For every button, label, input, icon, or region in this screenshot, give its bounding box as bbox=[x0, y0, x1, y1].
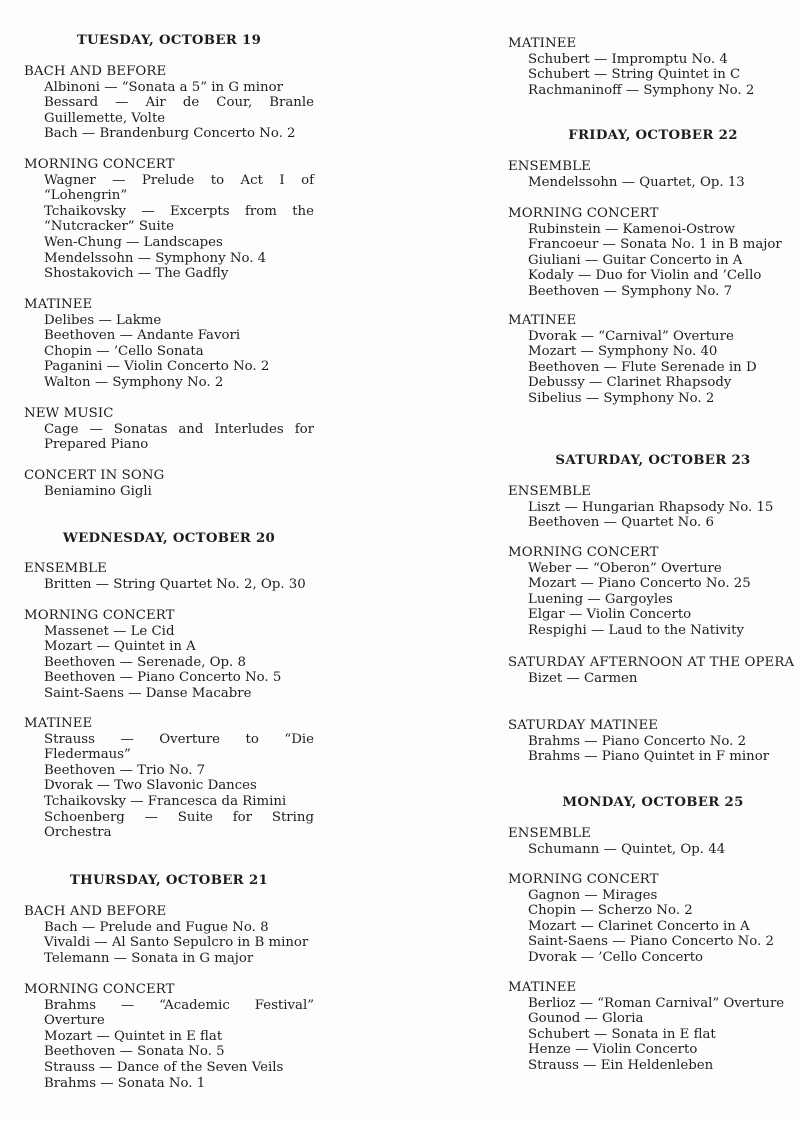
program-item: Respighi — Laud to the Nativity bbox=[528, 622, 744, 638]
program-group bbox=[24, 982, 314, 1091]
program-item: Weber — “Oberon” Overture bbox=[528, 560, 722, 576]
program-title: MORNING CONCERT bbox=[24, 608, 175, 623]
program-item: Paganini — Violin Concerto No. 2 bbox=[44, 359, 270, 375]
program-group bbox=[508, 36, 798, 98]
program-item: Bizet — Carmen bbox=[528, 670, 638, 686]
program-item: Chopin — Scherzo No. 2 bbox=[528, 903, 693, 919]
program-item: Saint-Saens — Piano Concerto No. 2 bbox=[528, 934, 774, 950]
program-item: Mozart — Symphony No. 40 bbox=[528, 344, 718, 360]
program-group bbox=[24, 608, 314, 702]
program-item: Henze — Violin Concerto bbox=[528, 1042, 698, 1058]
program-item: Schumann — Quintet, Op. 44 bbox=[528, 841, 726, 857]
program-title: MATINEE bbox=[508, 313, 577, 328]
program-item: Vivaldi — Al Santo Sepulcro in B minor bbox=[44, 935, 309, 951]
program-item: Brahms — “Academic Festival” Overture bbox=[44, 997, 314, 1029]
program-item: Mozart — Quintet in A bbox=[44, 639, 196, 655]
day-heading: TUESDAY, OCTOBER 19 bbox=[76, 33, 262, 48]
program-item: Britten — String Quartet No. 2, Op. 30 bbox=[44, 576, 306, 592]
day-heading: MONDAY, OCTOBER 25 bbox=[562, 795, 744, 810]
program-item: Strauss — Ein Heldenleben bbox=[528, 1057, 714, 1073]
program-item: Bach — Brandenburg Concerto No. 2 bbox=[44, 126, 296, 142]
program-item: Strauss — Dance of the Seven Veils bbox=[44, 1059, 284, 1075]
program-title: ENSEMBLE bbox=[24, 561, 107, 576]
program-item: Beethoven — Quartet No. 6 bbox=[528, 515, 714, 531]
program-item: Beethoven — Serenade, Op. 8 bbox=[44, 654, 246, 670]
program-item: Wen-Chung — Landscapes bbox=[44, 234, 223, 250]
program-item: Berlioz — “Roman Carnival” Overture bbox=[528, 995, 785, 1011]
program-item: Gounod — Gloria bbox=[528, 1011, 644, 1027]
program-title: NEW MUSIC bbox=[24, 406, 114, 421]
program-item: Cage — Sonatas and Interludes for Prepared Piano bbox=[44, 421, 314, 453]
program-item: Schubert — Sonata in E flat bbox=[528, 1026, 716, 1042]
program-title: ENSEMBLE bbox=[508, 484, 591, 499]
program-item: Massenet — Le Cid bbox=[44, 623, 175, 639]
program-group bbox=[508, 159, 798, 190]
program-item: Beethoven — Trio No. 7 bbox=[44, 762, 206, 778]
program-group bbox=[24, 904, 314, 966]
program-title: SATURDAY AFTERNOON AT THE OPERA bbox=[508, 655, 795, 670]
program-title: ENSEMBLE bbox=[508, 159, 591, 174]
program-item: Dvorak — “Carnival” Overture bbox=[528, 328, 734, 344]
day-heading: FRIDAY, OCTOBER 22 bbox=[568, 128, 738, 143]
program-item: Beethoven — Andante Favori bbox=[44, 328, 241, 344]
program-group bbox=[508, 826, 798, 857]
program-item: Wagner — Prelude to Act I of “Lohengrin” bbox=[44, 172, 314, 204]
program-item: Brahms — Sonata No. 1 bbox=[44, 1075, 206, 1091]
program-group bbox=[24, 561, 314, 592]
program-item: Beniamino Gigli bbox=[44, 483, 152, 499]
day-heading: WEDNESDAY, OCTOBER 20 bbox=[62, 531, 276, 546]
program-item: Rubinstein — Kamenoi-Ostrow bbox=[528, 221, 735, 237]
program-group bbox=[24, 297, 314, 391]
program-item: Beethoven — Piano Concerto No. 5 bbox=[44, 670, 282, 686]
program-title: MATINEE bbox=[24, 716, 93, 731]
program-item: Shostakovich — The Gadfly bbox=[44, 266, 229, 282]
program-item: Francoeur — Sonata No. 1 in B major bbox=[528, 237, 782, 253]
program-item: Giuliani — Guitar Concerto in A bbox=[528, 252, 743, 268]
program-item: Saint-Saens — Danse Macabre bbox=[44, 685, 252, 701]
program-item: Rachmaninoff — Symphony No. 2 bbox=[528, 82, 755, 98]
program-title: CONCERT IN SONG bbox=[24, 468, 165, 483]
program-item: Mendelssohn — Symphony No. 4 bbox=[44, 250, 267, 266]
program-item: Strauss — Overture to “Die Fledermaus” bbox=[44, 731, 314, 763]
program-title: MATINEE bbox=[24, 297, 93, 312]
program-group bbox=[508, 313, 798, 407]
program-item: Bessard — Air de Cour, Branle Guillemette, Volte bbox=[44, 95, 314, 126]
program-item: Tchaikovsky — Excerpts from the “Nutcracker” Suite bbox=[44, 203, 314, 235]
program-item: Beethoven — Flute Serenade in D bbox=[528, 359, 757, 375]
program-item: Mozart — Clarinet Concerto in A bbox=[528, 918, 750, 934]
program-group bbox=[508, 872, 798, 966]
program-group bbox=[508, 484, 798, 531]
program-title: ENSEMBLE bbox=[508, 826, 591, 841]
program-item: Brahms — Piano Quintet in F minor bbox=[528, 749, 770, 765]
program-title: MORNING CONCERT bbox=[508, 872, 659, 887]
program-item: Mozart — Piano Concerto No. 25 bbox=[528, 576, 751, 592]
program-group bbox=[508, 206, 798, 300]
program-item: Walton — Symphony No. 2 bbox=[44, 374, 224, 390]
program-title: SATURDAY MATINEE bbox=[508, 718, 659, 733]
program-item: Beethoven — Symphony No. 7 bbox=[528, 283, 733, 299]
program-title: MORNING CONCERT bbox=[508, 545, 659, 560]
program-item: Debussy — Clarinet Rhapsody bbox=[528, 375, 732, 391]
program-item: Elgar — Violin Concerto bbox=[528, 607, 692, 623]
program-group bbox=[24, 468, 314, 499]
day-heading: THURSDAY, OCTOBER 21 bbox=[69, 873, 269, 888]
program-group bbox=[24, 716, 314, 841]
program-title: BACH AND BEFORE bbox=[24, 64, 167, 79]
program-item: Schubert — Impromptu No. 4 bbox=[528, 51, 728, 67]
program-group bbox=[24, 157, 314, 282]
program-item: Luening — Gargoyles bbox=[528, 591, 673, 607]
program-group bbox=[508, 718, 798, 765]
program-item: Liszt — Hungarian Rhapsody No. 15 bbox=[528, 499, 774, 515]
program-item: Bach — Prelude and Fugue No. 8 bbox=[44, 919, 269, 935]
program-item: Sibelius — Symphony No. 2 bbox=[528, 390, 715, 406]
program-item: Schoenberg — Suite for String Orchestra bbox=[44, 809, 314, 841]
program-item: Kodaly — Duo for Violin and ’Cello bbox=[528, 268, 762, 284]
program-item: Delibes — Lakme bbox=[44, 312, 162, 328]
program-item: Mendelssohn — Quartet, Op. 13 bbox=[528, 174, 745, 190]
program-item: Schubert — String Quintet in C bbox=[528, 67, 741, 83]
program-group bbox=[508, 545, 798, 639]
program-group bbox=[24, 64, 314, 142]
program-title: MATINEE bbox=[508, 980, 577, 995]
program-item: Gagnon — Mirages bbox=[528, 887, 658, 903]
program-title: BACH AND BEFORE bbox=[24, 904, 167, 919]
program-item: Brahms — Piano Concerto No. 2 bbox=[528, 733, 747, 749]
program-item: Albinoni — “Sonata a 5” in G minor bbox=[44, 79, 283, 95]
program-title: MORNING CONCERT bbox=[24, 982, 175, 997]
program-item: Beethoven — Sonata No. 5 bbox=[44, 1044, 225, 1060]
program-item: Dvorak — Two Slavonic Dances bbox=[44, 778, 257, 794]
program-item: Tchaikovsky — Francesca da Rimini bbox=[44, 793, 287, 809]
program-group bbox=[508, 655, 798, 686]
program-title: MORNING CONCERT bbox=[24, 157, 175, 172]
program-item: Dvorak — ’Cello Concerto bbox=[528, 949, 704, 965]
program-item: Mozart — Quintet in E flat bbox=[44, 1028, 223, 1044]
program-group bbox=[508, 980, 798, 1074]
day-heading: SATURDAY, OCTOBER 23 bbox=[555, 453, 751, 468]
program-group bbox=[24, 406, 314, 453]
program-item: Telemann — Sonata in G major bbox=[44, 950, 254, 966]
program-item: Chopin — ’Cello Sonata bbox=[44, 343, 204, 359]
program-title: MATINEE bbox=[508, 36, 577, 51]
program-title: MORNING CONCERT bbox=[508, 206, 659, 221]
